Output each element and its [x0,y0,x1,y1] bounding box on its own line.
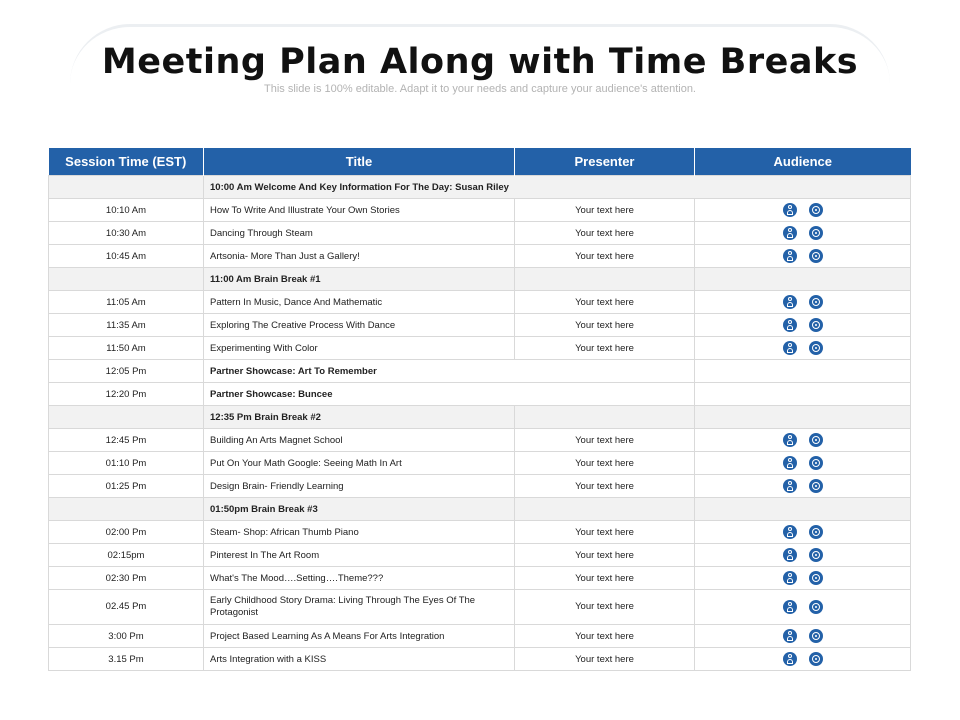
person-icon [783,341,797,355]
group-icon [809,433,823,447]
column-header-title: Title [204,148,515,176]
session-time-cell [49,176,204,199]
break-title-cell: 01:50pm Brain Break #3 [204,498,515,521]
group-icon [809,600,823,614]
presenter-cell: Your text here [515,648,695,671]
session-time-cell: 11:05 Am [49,291,204,314]
session-time-cell [49,406,204,429]
session-time-cell: 02.45 Pm [49,590,204,625]
group-icon [809,525,823,539]
column-header-session-time: Session Time (EST) [49,148,204,176]
group-icon [809,318,823,332]
presenter-cell: Your text here [515,452,695,475]
session-title-cell: Arts Integration with a KISS [204,648,515,671]
session-title-cell: Exploring The Creative Process With Dance [204,314,515,337]
session-title-cell: Pattern In Music, Dance And Mathematic [204,291,515,314]
table-row [49,475,911,498]
person-icon [783,600,797,614]
group-icon [809,479,823,493]
group-icon [809,295,823,309]
showcase-title-cell: Partner Showcase: Art To Remember [204,360,695,383]
table-row [49,648,911,671]
audience-icons [695,648,911,671]
person-icon [783,525,797,539]
person-icon [783,652,797,666]
session-title-cell: Early Childhood Story Drama: Living Through The Eyes Of The Protagonist [204,590,515,625]
group-icon [809,652,823,666]
break-title-cell: 10:00 Am Welcome And Key Information For The Day: Susan Riley [204,176,911,199]
session-title-cell: Experimenting With Color [204,337,515,360]
table-row [49,567,911,590]
presenter-cell: Your text here [515,245,695,268]
group-icon [809,203,823,217]
session-title-cell: What's The Mood….Setting….Theme??? [204,567,515,590]
presenter-cell: Your text here [515,429,695,452]
table-row [49,337,911,360]
page-title: Meeting Plan Along with Time Breaks [101,42,859,82]
presenter-cell: Your text here [515,475,695,498]
person-icon [783,456,797,470]
presenter-cell: Your text here [515,625,695,648]
presenter-cell [515,268,695,291]
table-row [49,268,911,291]
table-row [49,383,911,406]
table-row [49,291,911,314]
page-subtitle: This slide is 100% editable. Adapt it to your needs and capture your audience's attention. [264,83,696,95]
session-time-cell: 12:20 Pm [49,383,204,406]
session-title-cell: Design Brain- Friendly Learning [204,475,515,498]
session-title-cell: How To Write And Illustrate Your Own Stories [204,199,515,222]
audience-icons [695,544,911,567]
table-row [49,360,911,383]
presenter-cell: Your text here [515,567,695,590]
audience-icons [695,590,911,625]
break-title-cell: 11:00 Am Brain Break #1 [204,268,515,291]
session-time-cell: 11:50 Am [49,337,204,360]
session-title-cell: Steam- Shop: African Thumb Piano [204,521,515,544]
session-time-cell: 3.15 Pm [49,648,204,671]
person-icon [783,571,797,585]
session-time-cell: 11:35 Am [49,314,204,337]
session-time-cell: 01:25 Pm [49,475,204,498]
group-icon [809,571,823,585]
presenter-cell: Your text here [515,314,695,337]
presenter-cell [515,498,695,521]
audience-icons [695,199,911,222]
session-title-cell: Project Based Learning As A Means For Arts Integration [204,625,515,648]
session-time-cell: 12:45 Pm [49,429,204,452]
session-time-cell: 02:30 Pm [49,567,204,590]
session-time-cell: 10:30 Am [49,222,204,245]
person-icon [783,226,797,240]
person-icon [783,479,797,493]
table-row [49,452,911,475]
session-time-cell: 01:10 Pm [49,452,204,475]
table-row [49,199,911,222]
presenter-cell: Your text here [515,590,695,625]
session-title-cell: Building An Arts Magnet School [204,429,515,452]
table-row [49,590,911,625]
table-row [49,176,911,199]
audience-cell [695,360,911,383]
presenter-cell [515,406,695,429]
audience-cell [695,268,911,291]
session-title-cell: Pinterest In The Art Room [204,544,515,567]
audience-icons [695,625,911,648]
audience-icons [695,291,911,314]
person-icon [783,433,797,447]
group-icon [809,456,823,470]
presenter-cell: Your text here [515,544,695,567]
audience-cell [695,498,911,521]
person-icon [783,318,797,332]
session-title-cell: Put On Your Math Google: Seeing Math In Art [204,452,515,475]
table-row [49,625,911,648]
audience-cell [695,406,911,429]
group-icon [809,548,823,562]
table-header-row [49,148,911,176]
column-header-presenter: Presenter [515,148,695,176]
group-icon [809,226,823,240]
audience-icons [695,452,911,475]
table-row [49,314,911,337]
session-time-cell [49,268,204,291]
session-time-cell: 12:05 Pm [49,360,204,383]
table-row [49,245,911,268]
presenter-cell: Your text here [515,291,695,314]
group-icon [809,629,823,643]
person-icon [783,548,797,562]
table-row [49,521,911,544]
column-header-audience: Audience [695,148,911,176]
presenter-cell: Your text here [515,199,695,222]
session-title-cell: Dancing Through Steam [204,222,515,245]
audience-icons [695,567,911,590]
presenter-cell: Your text here [515,222,695,245]
table-row [49,498,911,521]
audience-icons [695,314,911,337]
session-time-cell: 10:10 Am [49,199,204,222]
audience-icons [695,337,911,360]
table-row [49,429,911,452]
meeting-plan-table [48,148,911,671]
person-icon [783,295,797,309]
presenter-cell: Your text here [515,337,695,360]
session-time-cell [49,498,204,521]
session-time-cell: 3:00 Pm [49,625,204,648]
table-row [49,406,911,429]
presenter-cell: Your text here [515,521,695,544]
person-icon [783,249,797,263]
table-row [49,544,911,567]
audience-icons [695,245,911,268]
audience-icons [695,222,911,245]
session-time-cell: 02:15pm [49,544,204,567]
table-body [49,176,911,671]
break-title-cell: 12:35 Pm Brain Break #2 [204,406,515,429]
table-row [49,222,911,245]
session-time-cell: 02:00 Pm [49,521,204,544]
person-icon [783,203,797,217]
showcase-title-cell: Partner Showcase: Buncee [204,383,695,406]
audience-cell [695,383,911,406]
audience-icons [695,475,911,498]
group-icon [809,341,823,355]
person-icon [783,629,797,643]
audience-icons [695,429,911,452]
session-title-cell: Artsonia- More Than Just a Gallery! [204,245,515,268]
group-icon [809,249,823,263]
audience-icons [695,521,911,544]
session-time-cell: 10:45 Am [49,245,204,268]
